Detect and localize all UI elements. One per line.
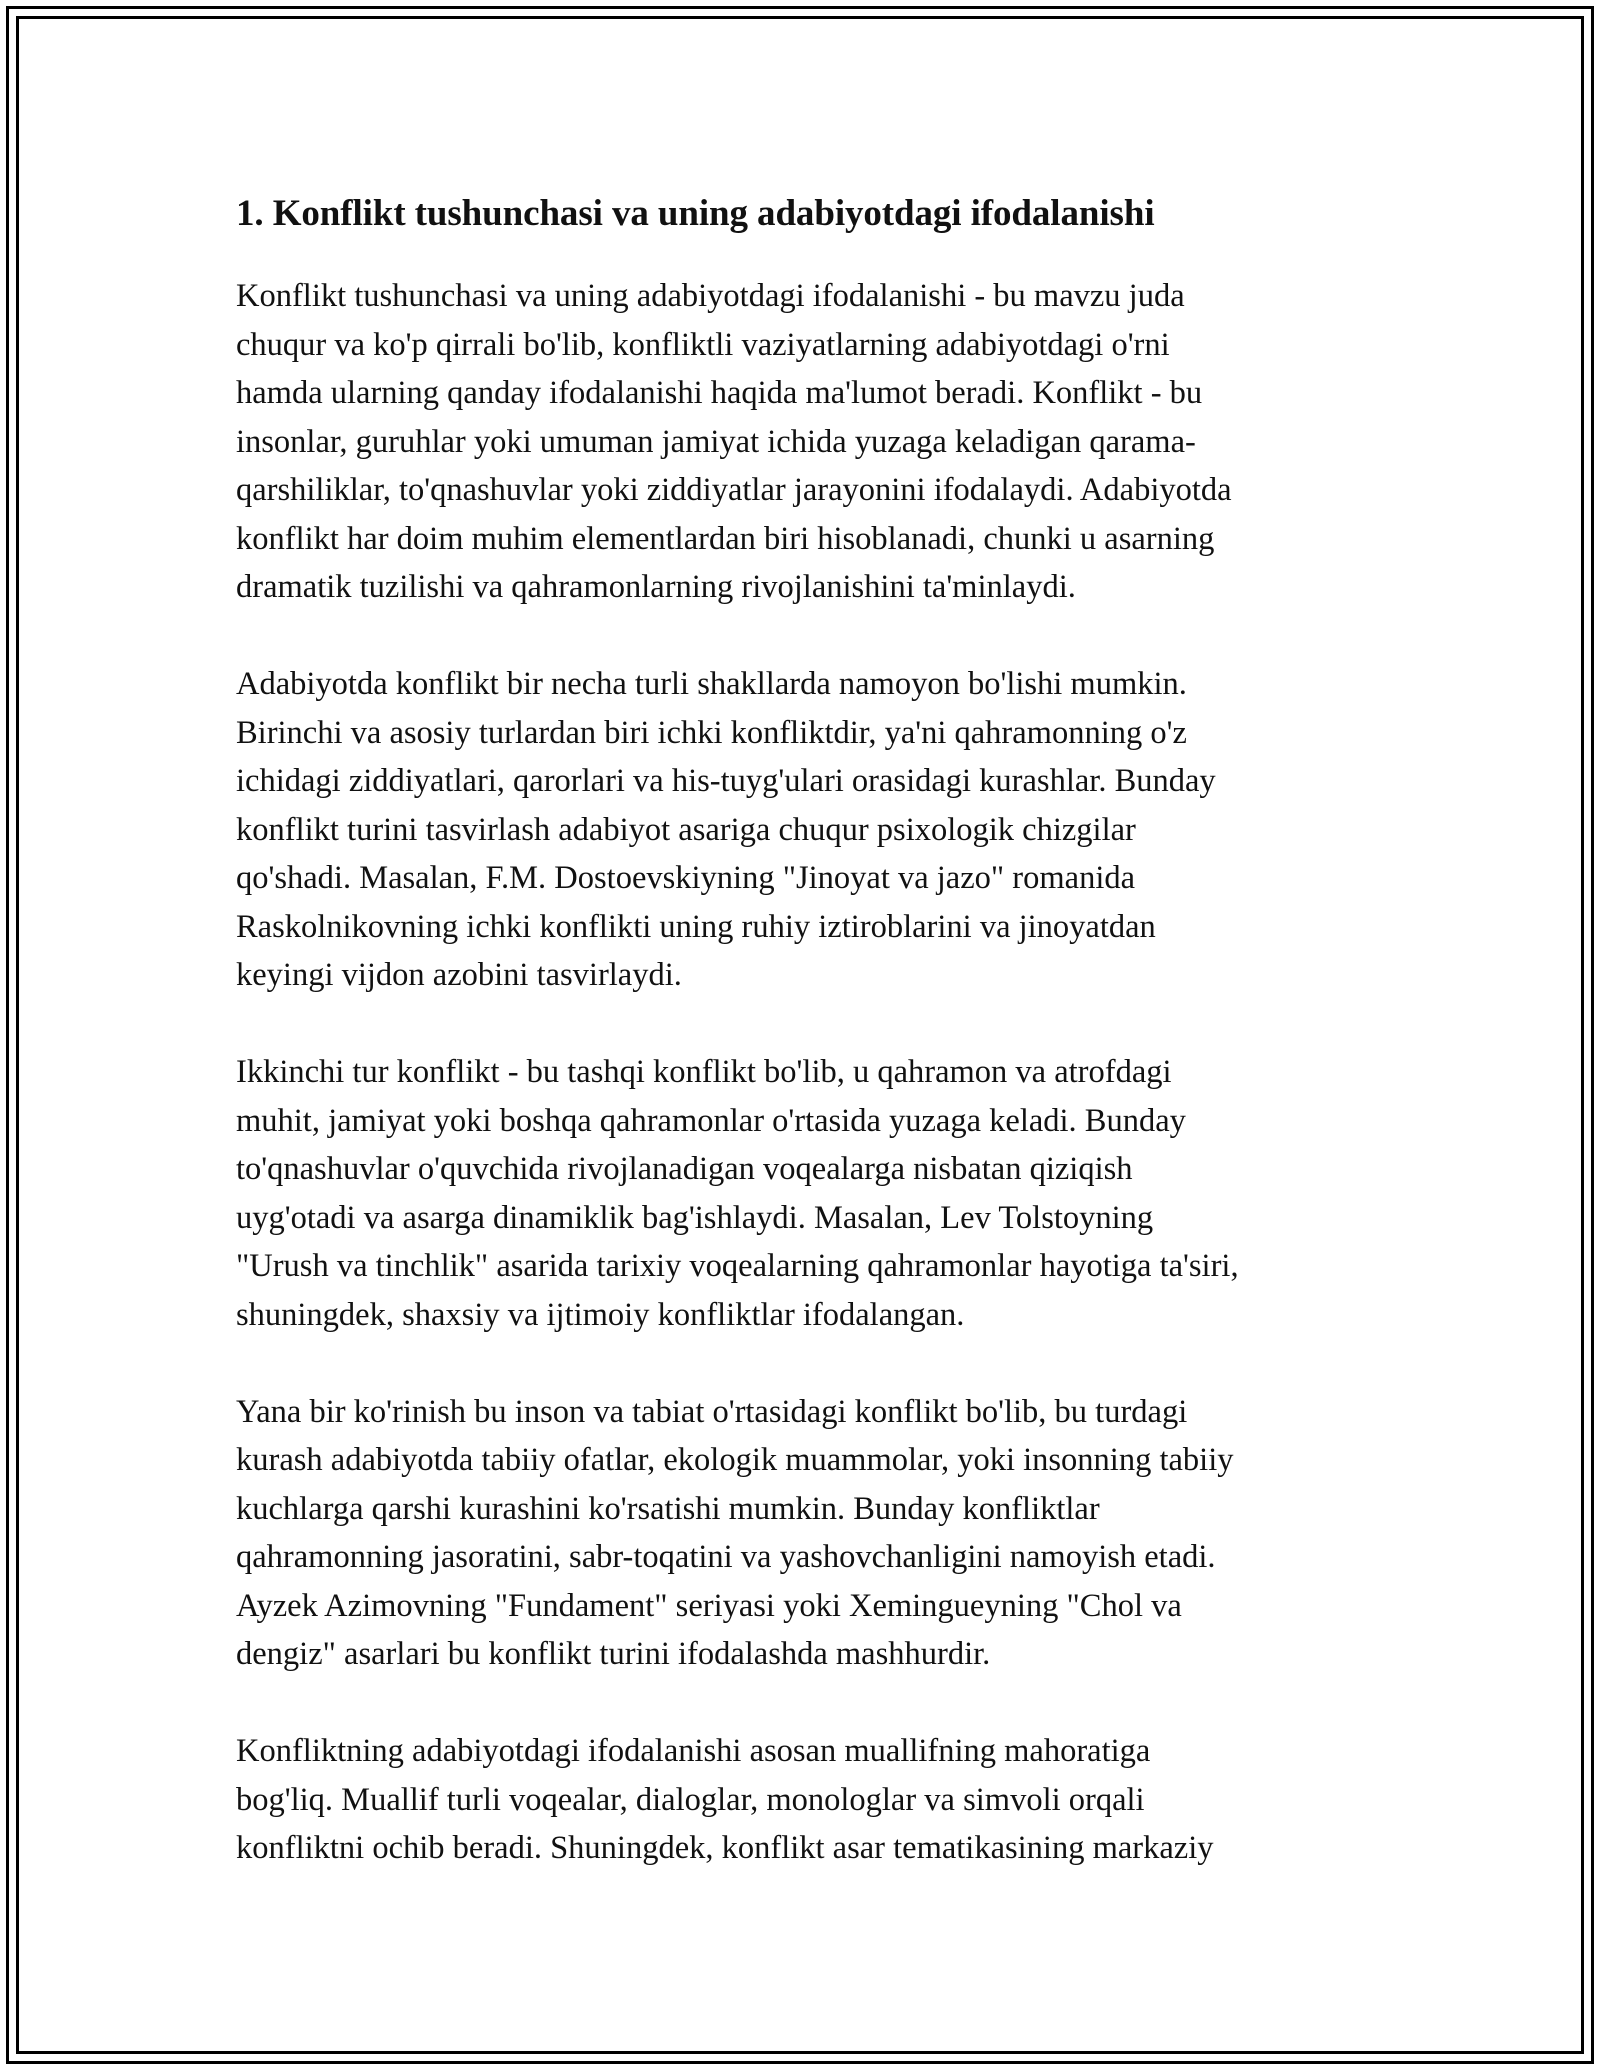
paragraph-1: Konflikt tushunchasi va uning adabiyotdagi ifodalanishi - bu mavzu juda chuqur va ko'p qirrali bo'lib, konfliktli vaziyatlarning adabiyotdagi o'rni hamda ularning qanday ifodalanishi haqida ma'lumot beradi. Konflikt - bu insonlar, guruhlar yoki umuman jamiyat ichida yuzaga keladigan qarama- qarshiliklar, to'qnashuvlar yoki ziddiyatlar jarayonini ifodalaydi. Adabiyotda konflikt har doim muhim elementlardan biri hisoblanadi, chunki u asarning dramatik tuzilishi va qahramonlarning rivojlanishini ta'minlaydi. (236, 278, 1232, 605)
paragraph-2: Adabiyotda konflikt bir necha turli shakllarda namoyon bo'lishi mumkin. Birinchi va asosiy turlardan biri ichki konfliktdir, ya'ni qahramonning o'z ichidagi ziddiyatlari, qarorlari va his-tuyg'ulari orasidagi kurashlar. Bunday konflikt turini tasvirlash adabiyot asariga chuqur psixologik chizgilar qo'shadi. Masalan, F.M. Dostoevskiyning "Jinoyat va jazo" romanida Raskolnikovning ichki konflikti uning ruhiy iztiroblarini va jinoyatdan keyingi vijdon azobini tasvirlaydi. (236, 666, 1216, 993)
paragraph-3: Ikkinchi tur konflikt - bu tashqi konflikt bo'lib, u qahramon va atrofdagi muhit, jamiyat yoki boshqa qahramonlar o'rtasida yuzaga keladi. Bunday to'qnashuvlar o'quvchida rivojlanadigan voqealarga nisbatan qiziqish uyg'otadi va asarga dinamiklik bag'ishlaydi. Masalan, Lev Tolstoyning "Urush va tinchlik" asarida tarixiy voqealarning qahramonlar hayotiga ta'siri, shuningdek, shaxsiy va ijtimoiy konfliktlar ifodalangan. (236, 1054, 1239, 1333)
section-heading: 1. Konflikt tushunchasi va uning adabiyotdagi ifodalanishi (236, 193, 1155, 234)
document-body (236, 186, 1376, 1873)
paragraph-5: Konfliktning adabiyotdagi ifodalanishi asosan muallifning mahoratiga bog'liq. Muallif turli voqealar, dialoglar, monologlar va simvoli orqali konfliktni ochib beradi. Shuningdek, konflikt asar tematikasining markaziy (236, 1733, 1214, 1866)
paragraph-4: Yana bir ko'rinish bu inson va tabiat o'rtasidagi konflikt bo'lib, bu turdagi kurash adabiyotda tabiiy ofatlar, ekologik muammolar, yoki insonning tabiiy kuchlarga qarshi kurashini ko'rsatishi mumkin. Bunday konfliktlar qahramonning jasoratini, sabr-toqatini va yashovchanligini namoyish etadi. Ayzek Azimovning "Fundament" seriyasi yoki Xemingueyning "Chol va dengiz" asarlari bu konflikt turini ifodalashda mashhurdir. (236, 1393, 1234, 1672)
